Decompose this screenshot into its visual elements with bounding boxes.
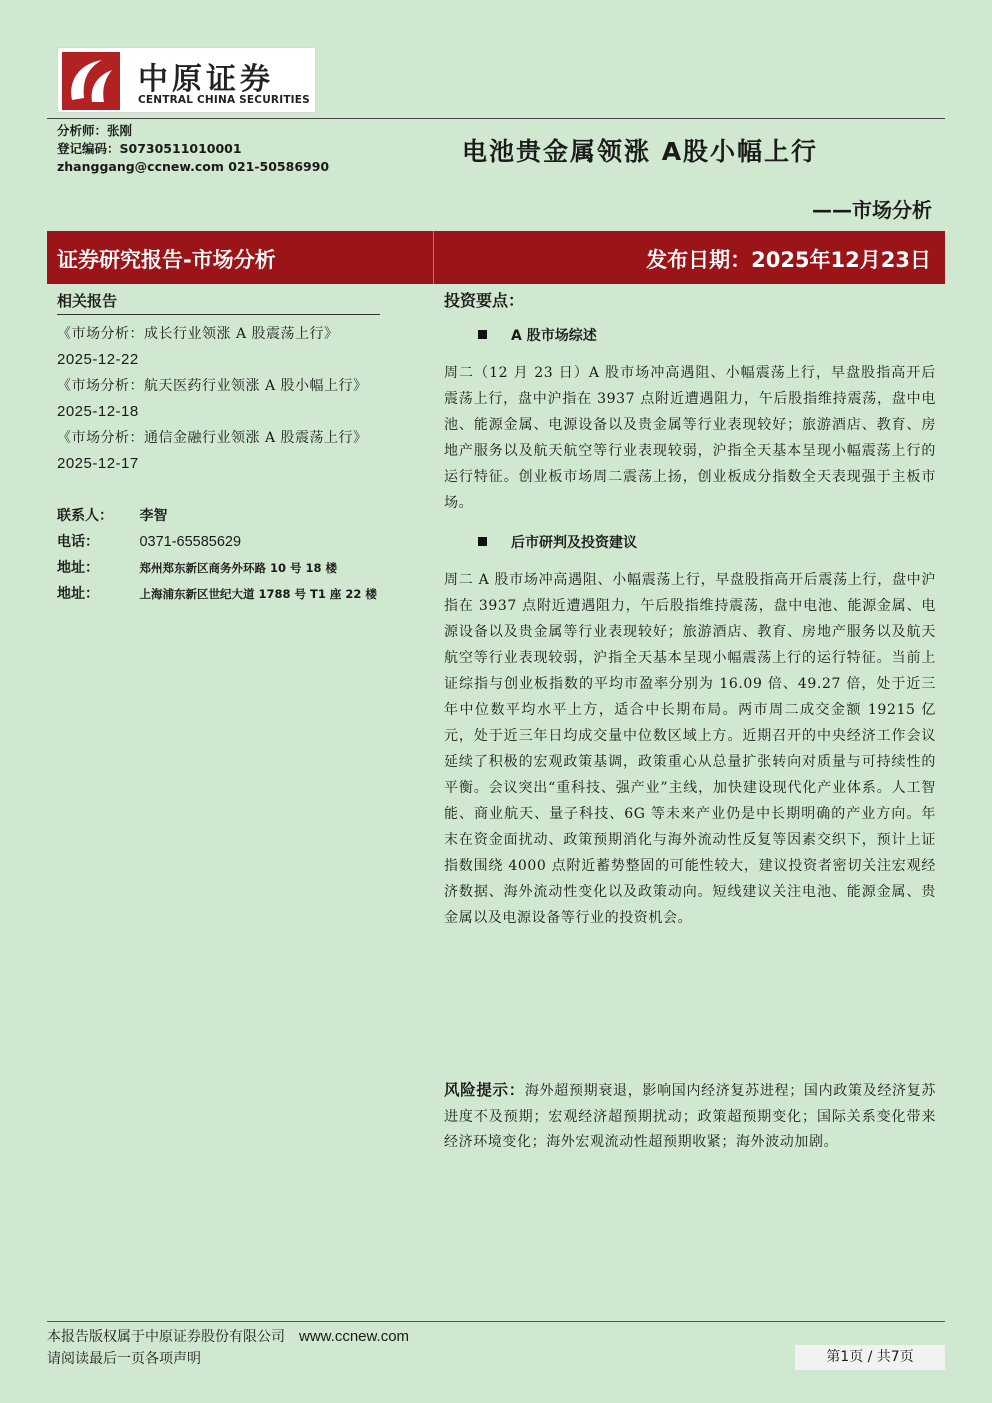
analyst-name: 分析师：张刚 bbox=[57, 123, 133, 138]
contact-address2-label: 地址： bbox=[57, 586, 99, 602]
analyst-contact: zhanggang@ccnew.com 021-50586990 bbox=[57, 159, 330, 174]
analyst-registration: 登记编码：S0730511010001 bbox=[57, 141, 242, 156]
company-logo bbox=[57, 47, 316, 113]
contact-address1-label: 地址： bbox=[57, 560, 99, 576]
related-report-date: 2025-12-18 bbox=[57, 403, 139, 420]
bullet-square-icon bbox=[478, 537, 487, 546]
company-logo-en: CENTRAL CHINA SECURITIES bbox=[138, 94, 310, 106]
section-heading-market-review bbox=[444, 325, 936, 347]
section-heading-outlook bbox=[444, 532, 936, 554]
company-logo-cn: 中原证券 bbox=[138, 62, 274, 97]
related-report-item[interactable] bbox=[57, 425, 387, 477]
sidebar bbox=[57, 290, 387, 609]
footer-copyright-line bbox=[47, 1326, 409, 1346]
contact-person: 李智 bbox=[139, 508, 168, 524]
footer-website-link[interactable]: www.ccnew.com bbox=[299, 1328, 410, 1345]
page-indicator: 第1页 / 共7页 bbox=[795, 1345, 945, 1370]
contact-person-label: 联系人： bbox=[57, 508, 113, 524]
section-heading-text: 后市研判及投资建议 bbox=[511, 535, 637, 551]
investment-points-header: 投资要点： bbox=[444, 291, 525, 310]
related-report-item[interactable] bbox=[57, 373, 387, 425]
footer-divider bbox=[47, 1321, 945, 1322]
risk-warning-label: 风险提示： bbox=[444, 1081, 525, 1099]
related-report-item[interactable] bbox=[57, 321, 387, 373]
related-report-title: 《市场分析：航天医药行业领涨 A 股小幅上行》 bbox=[57, 378, 368, 394]
related-report-date: 2025-12-17 bbox=[57, 455, 139, 472]
footer-copyright: 本报告版权属于中原证券股份有限公司 bbox=[47, 1329, 285, 1345]
related-report-title: 《市场分析：成长行业领涨 A 股震荡上行》 bbox=[57, 326, 339, 342]
report-title: 电池贵金属领涨 A股小幅上行 bbox=[462, 137, 819, 166]
contact-address1: 郑州郑东新区商务外环路 10 号 18 楼 bbox=[139, 561, 337, 575]
related-report-title: 《市场分析：通信金融行业领涨 A 股震荡上行》 bbox=[57, 430, 368, 446]
related-reports-header: 相关报告 bbox=[57, 292, 118, 310]
contact-phone: 0371-65585629 bbox=[139, 534, 242, 550]
report-subtitle: ——市场分析 bbox=[812, 198, 932, 222]
bullet-square-icon bbox=[478, 330, 487, 339]
related-reports-divider bbox=[57, 314, 380, 315]
outlook-paragraph: 周二 A 股市场冲高遇阻、小幅震荡上行，早盘股指高开后震荡上行，盘中沪指在 3937 点附近遭遇阻力，午后股指维持震荡，盘中电池、能源金属、电源设备以及贵金属等行业表现较好；旅游酒店、教育、房地产服务以及航天航空等行业表现较弱，沪指全天基本呈现小幅震荡上行的运行特征。当前上证综指与创业板指数的平均市盈率分别为 16.09 倍、49.27 倍，处于近三年中位数平均水平上方，适合中长期布局。两市周二成交金额 19215 亿元，处于近三年日均成交量中位数区域上方。近期召开的中央经济工作会议延续了积极的宏观政策基调，政策重心从总量扩张转向对质量与可持续性的平衡。会议突出“重科技、强产业”主线，加快建设现代化产业体系。人工智能、商业航天、量子科技、6G 等未来产业仍是中长期明确的产业方向。年末在资金面扰动、政策预期消化与海外流动性反复等因素交织下，预计上证指数围绕 4000 点附近蓄势整固的可能性较大，建议投资者密切关注宏观经济数据、海外流动性变化以及政策动向。短线建议关注电池、能源金属、贵金属以及电源设备等行业的投资机会。 bbox=[444, 572, 936, 926]
risk-warning-text: 海外超预期衰退，影响国内经济复苏进程；国内政策及经济复苏进度不及预期；宏观经济超预期扰动；政策超预期变化；国际关系变化带来经济环境变化；海外宏观流动性超预期收紧；海外波动加剧。 bbox=[444, 1083, 936, 1150]
section-heading-text: A 股市场综述 bbox=[511, 328, 597, 344]
contact-address2: 上海浦东新区世纪大道 1788 号 T1 座 22 楼 bbox=[139, 587, 377, 601]
main-content bbox=[444, 288, 936, 931]
publish-date: 发布日期：2025年12月23日 bbox=[646, 248, 931, 272]
market-review-paragraph: 周二（12 月 23 日）A 股市场冲高遇阻、小幅震荡上行，早盘股指高开后震荡上行，盘中沪指在 3937 点附近遭遇阻力，午后股指维持震荡，盘中电池、能源金属、电源设备以及贵金属等行业表现较好；旅游酒店、教育、房地产服务以及航天航空等行业表现较弱，沪指全天基本呈现小幅震荡上行的运行特征。创业板市场周二震荡上扬，创业板成分指数全天表现强于主板市场。 bbox=[444, 365, 936, 511]
report-category: 证券研究报告-市场分析 bbox=[57, 248, 276, 272]
analyst-info bbox=[57, 122, 329, 176]
risk-warning bbox=[444, 1078, 936, 1156]
contact-phone-label: 电话： bbox=[57, 534, 99, 550]
header-divider bbox=[47, 118, 945, 119]
company-logo-mark-icon bbox=[62, 52, 120, 110]
banner-divider bbox=[433, 231, 434, 284]
contact-info bbox=[57, 505, 387, 609]
report-banner bbox=[47, 231, 945, 284]
footer-disclaimer: 请阅读最后一页各项声明 bbox=[47, 1351, 201, 1367]
related-report-date: 2025-12-22 bbox=[57, 351, 139, 368]
